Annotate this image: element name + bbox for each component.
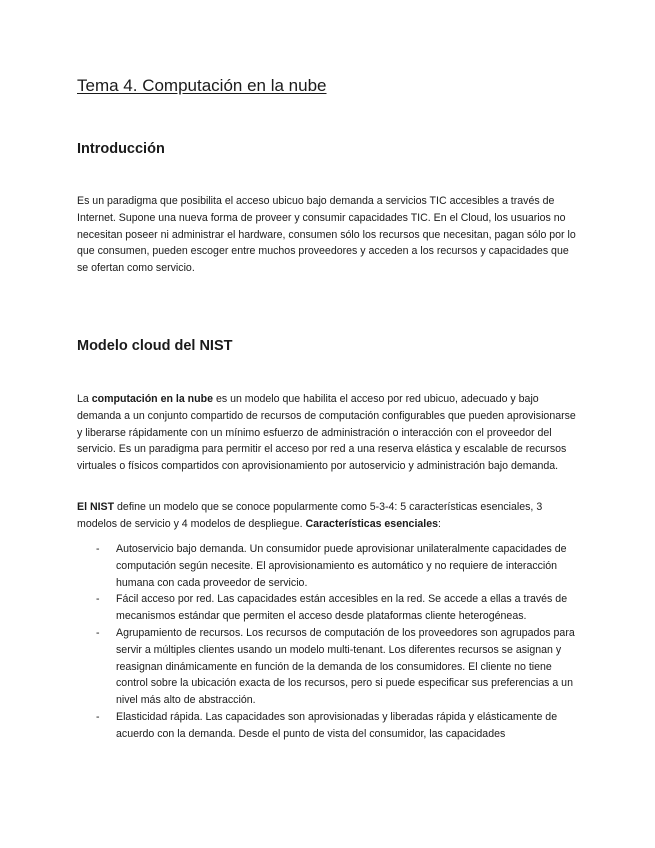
nist-p2-bold-characteristics: Características esenciales [305, 517, 439, 530]
list-item-text: Elasticidad rápida. Las capacidades son aprovisionadas y liberadas rápida y elásticamente de acuerdo con la demanda. Desde el punto de vista del consumidor, las capacidades [116, 710, 558, 740]
list-item-text: Autoservicio bajo demanda. Un consumidor puede aprovisionar unilateralmente capacidades de computación según necesite. El aprovisionamiento es automático y no requiere de interacción humana con cada proveedor de servicio. [116, 543, 567, 589]
essential-characteristics-list [77, 541, 582, 743]
list-item [77, 709, 582, 743]
nist-p1-bold-term: computación en la nube [91, 393, 213, 405]
list-item [77, 625, 582, 709]
list-dash: - [96, 626, 100, 639]
nist-p1-prefix: La [77, 393, 92, 405]
nist-p2-bold-nist: El NIST [77, 501, 115, 513]
list-dash: - [96, 543, 100, 555]
document-title: Tema 4. Computación en la nube [77, 76, 327, 95]
list-item-text: Agrupamiento de recursos. Los recursos de computación de los proveedores son agrupados para servir a múltiples clientes usando un modelo multi-tenant. Los diferentes recursos se asignan y reasignan dinámicamente en función de la demanda de los consumidores. El cliente no tiene control sobre la ubicación exacta de los recursos, pero si puede especificar sus preferencias a un nivel más alto de abstracción. [116, 626, 575, 707]
list-item [77, 541, 582, 591]
nist-heading: Modelo cloud del NIST [77, 338, 233, 354]
list-dash: - [96, 710, 100, 723]
list-item-text: Fácil acceso por red. Las capacidades están accesibles en la red. Se accede a ellas a través de mecanismos estándar que permiten el acceso desde plataformas cliente heterogéneas. [116, 593, 568, 623]
intro-paragraph: Es un paradigma que posibilita el acceso ubicuo bajo demanda a servicios TIC accesibles a través de Internet. Supone una nueva forma de proveer y consumir capacidades TIC. En el Cloud, los usuarios no necesitan poseer ni administrar el hardware, consumen sólo los recursos que necesitan, pagan sólo por lo que consumen, pueden escoger entre muchos proveedores y acceden a los recursos y capacidades que se ofertan como servicio. [77, 195, 576, 275]
intro-heading: Introducción [77, 141, 165, 157]
nist-p2-end: : [438, 517, 441, 530]
nist-p1-rest: es un modelo que habilita el acceso por red ubicuo, adecuado y bajo demanda a un conjunto compartido de recursos de computación configurables que pueden aprovisionarse y liberarse rápidamente con un mínimo esfuerzo de administración o interacción con el proveedor del servicio. Es un paradigma para permitir el acceso por red a una reserva elástica y escalable de recursos virtuales o físicos compartidos con aprovisionamiento por autoservicio y administración bajo demanda. [77, 393, 576, 473]
nist-definition-paragraph [77, 391, 582, 475]
nist-p2-mid: define un modelo que se conoce popularmente como 5-3-4: 5 características esenciales, 3 modelos de servicio y 4 modelos de despliegue. [77, 501, 543, 530]
list-item [77, 591, 582, 625]
nist-model-paragraph [77, 499, 582, 533]
list-dash: - [96, 593, 100, 606]
